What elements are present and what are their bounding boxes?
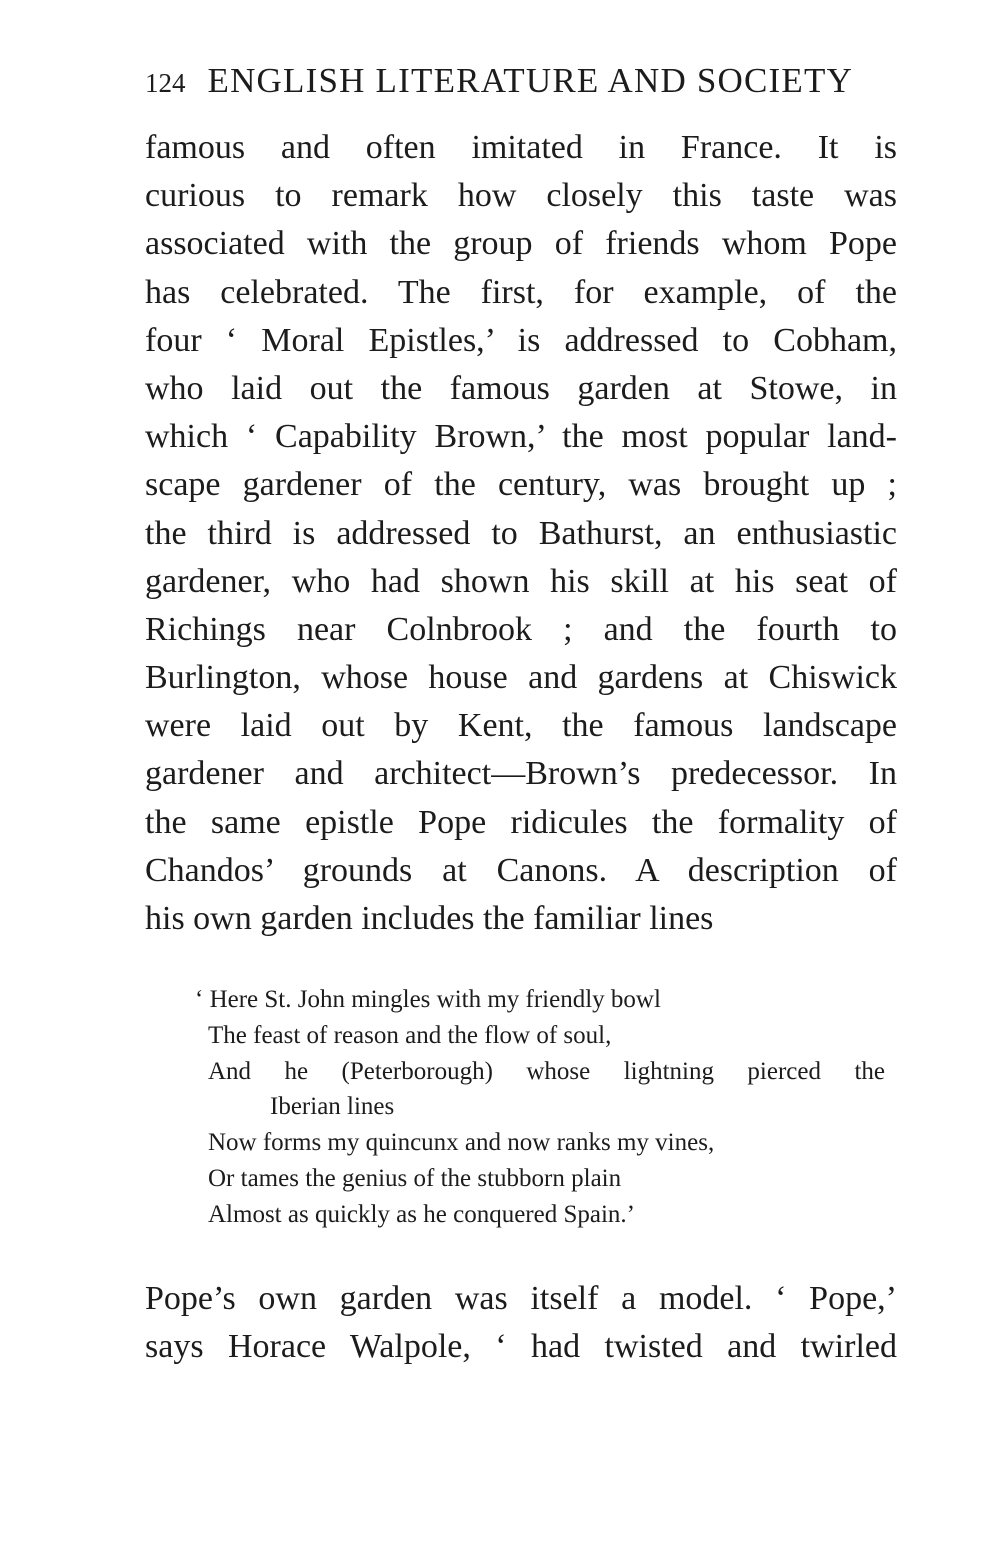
text-line: which ‘ Capability Brown,’ the most popular land- xyxy=(145,418,897,456)
text-line: gardener, who had shown his skill at his seat of xyxy=(145,562,897,600)
paragraph-2 xyxy=(145,1275,897,1371)
text-line: Richings near Colnbrook ; and the fourth to xyxy=(145,610,897,648)
text-line: were laid out by Kent, the famous landscape xyxy=(145,707,897,745)
verse-line: ‘ Here St. John mingles with my friendly bowl xyxy=(195,986,661,1013)
text-line: the same epistle Pope ridicules the formality of xyxy=(145,803,897,841)
running-title: ENGLISH LITERATURE AND SOCIETY xyxy=(207,61,854,100)
text-line: has celebrated. The first, for example, of the xyxy=(145,273,897,311)
text-line: scape gardener of the century, was brought up ; xyxy=(145,466,897,504)
text-line: gardener and architect—Brown’s predecessor. In xyxy=(145,755,897,793)
text-line: the third is addressed to Bathurst, an enthusiastic xyxy=(145,514,897,552)
text-line: curious to remark how closely this taste was xyxy=(145,177,897,215)
text-line: Burlington, whose house and gardens at Chiswick xyxy=(145,659,897,697)
text-line: says Horace Walpole, ‘ had twisted and twirled xyxy=(145,1328,897,1366)
verse-line: Now forms my quincunx and now ranks my vines, xyxy=(208,1129,715,1157)
paragraph-1 xyxy=(145,124,897,943)
text-line: Chandos’ grounds at Canons. A description of xyxy=(145,851,897,889)
text-line: famous and often imitated in France. It is xyxy=(145,129,897,166)
verse-line: Or tames the genius of the stubborn plain xyxy=(208,1164,622,1192)
verse-line-turnover: Iberian lines xyxy=(270,1093,395,1121)
text-line: four ‘ Moral Epistles,’ is addressed to Cobham, xyxy=(145,321,897,359)
page-number: 124 xyxy=(145,68,186,98)
verse-quotation xyxy=(195,982,885,1233)
text-line: his own garden includes the familiar lines xyxy=(145,900,714,937)
verse-line: And he (Peterborough) whose lightning pierced the xyxy=(208,1057,885,1085)
text-line: Pope’s own garden was itself a model. ‘ Pope,’ xyxy=(145,1280,897,1317)
verse-line: Almost as quickly as he conquered Spain.’ xyxy=(208,1200,635,1228)
running-head xyxy=(145,58,897,104)
text-line: who laid out the famous garden at Stowe, in xyxy=(145,369,897,407)
verse-line: The feast of reason and the flow of soul, xyxy=(208,1021,612,1049)
text-line: associated with the group of friends whom Pope xyxy=(145,225,897,263)
